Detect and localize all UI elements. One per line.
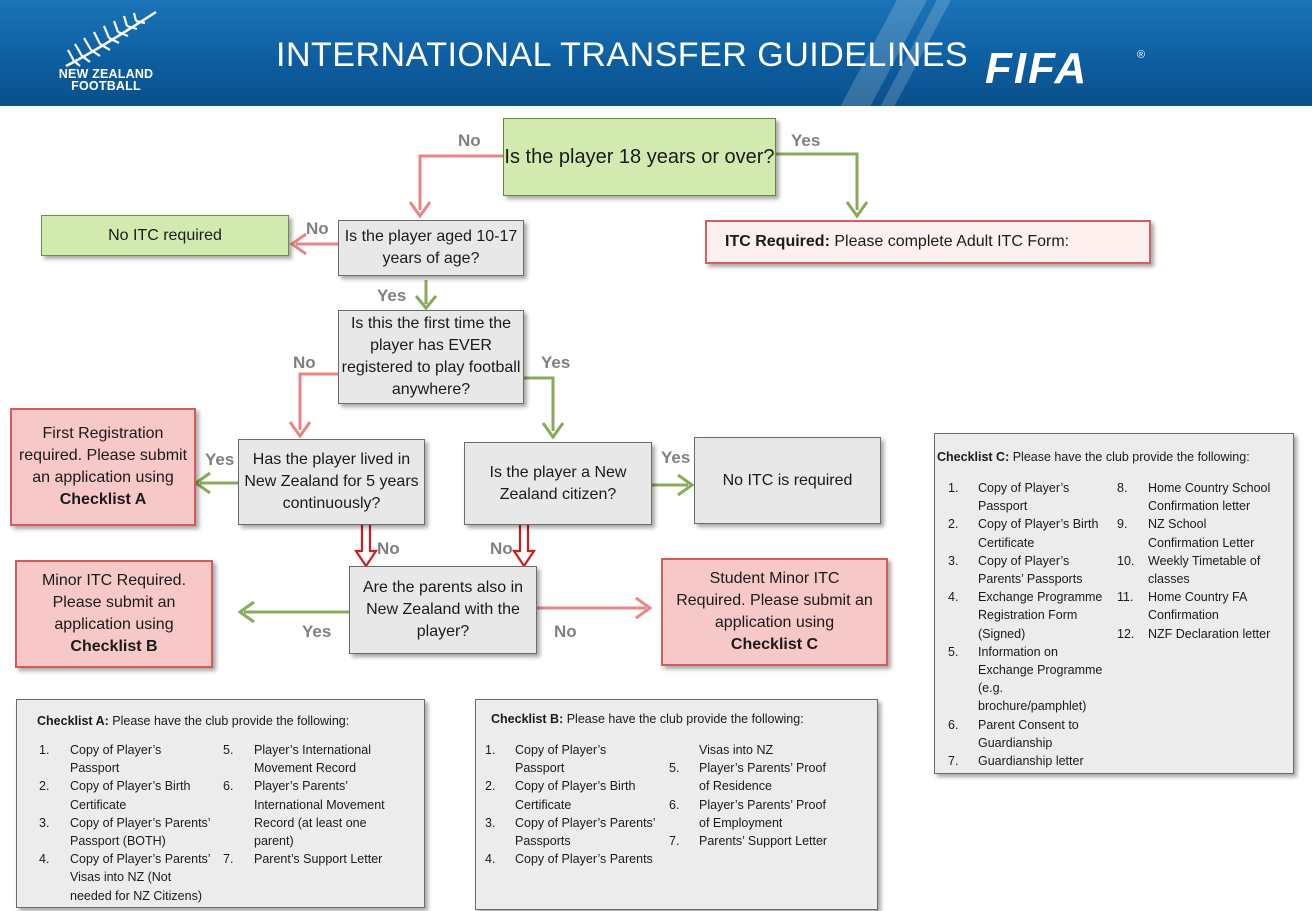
checklist-c-item-text: Guardianship bbox=[978, 735, 1053, 750]
checklist-c-item-text: Home Country School bbox=[1148, 481, 1271, 495]
registered-mark: ® bbox=[1137, 49, 1146, 61]
red-down-arrow bbox=[356, 523, 376, 566]
checklist-a-item-text: Passport bbox=[70, 761, 120, 776]
checklist-c-item-text: Parent Consent to bbox=[978, 717, 1079, 732]
checklist-b-item-text: of Employment bbox=[699, 815, 783, 830]
student-minor-itc-box bbox=[661, 558, 888, 666]
checklist-c-item-text: Weekly Timetable of bbox=[1148, 553, 1261, 568]
checklist-c-item-text: classes bbox=[1148, 571, 1190, 586]
checklist-c-ref: Checklist C bbox=[730, 636, 819, 653]
checklist-a-item-number: 6. bbox=[223, 779, 234, 794]
checklist-a-item-text: parent) bbox=[254, 833, 294, 848]
checklist-c-item-text: Copy of Player’s bbox=[978, 553, 1070, 568]
result-text: First Registration required. Please submit an application using bbox=[18, 425, 188, 486]
checklist-c-title-bold: Checklist C: bbox=[937, 450, 1010, 464]
checklist-c-item-number: 2. bbox=[948, 517, 959, 532]
label-yes: Yes bbox=[791, 131, 821, 150]
checklist-b-item-text: Passports bbox=[515, 833, 571, 848]
arrow-yes bbox=[776, 154, 857, 210]
checklist-c-item-text: NZF Declaration letter bbox=[1148, 626, 1271, 641]
checklist-a-item-text: Certificate bbox=[70, 797, 127, 812]
checklist-a-panel bbox=[16, 699, 425, 908]
arrow-yes bbox=[524, 378, 553, 431]
label-no: No bbox=[458, 131, 481, 150]
checklist-b-item-number: 6. bbox=[669, 797, 680, 812]
checklist-a-item-number: 1. bbox=[39, 743, 50, 757]
checklist-c-item-text: Confirmation letter bbox=[1148, 499, 1251, 514]
label-yes: Yes bbox=[661, 448, 691, 467]
label-yes: Yes bbox=[302, 622, 332, 641]
label-no: No bbox=[377, 539, 400, 558]
label-no: No bbox=[490, 539, 513, 558]
checklist-c-item-text: Parents’ Passports bbox=[978, 571, 1083, 586]
itc-required-box bbox=[705, 220, 1151, 264]
checklist-a-item-text: Parent’s Support Letter bbox=[254, 852, 383, 867]
checklist-c-item-number: 6. bbox=[948, 717, 959, 732]
checklist-c-item-text: (e.g. bbox=[978, 681, 1004, 696]
checklist-c-panel bbox=[934, 433, 1294, 774]
checklist-a-ref: Checklist A bbox=[59, 491, 147, 508]
checklist-a-item-number: 3. bbox=[39, 815, 50, 830]
checklist-c-item-text: Information on bbox=[978, 644, 1058, 659]
question-lived-nz bbox=[238, 439, 425, 525]
checklist-c-item-text: Copy of Player’s bbox=[978, 481, 1070, 495]
question-first-time bbox=[338, 310, 524, 404]
arrow-no bbox=[420, 156, 503, 210]
checklist-a-item-number: 4. bbox=[39, 852, 50, 867]
minor-itc-box bbox=[15, 560, 213, 668]
checklist-c-item-number: 11. bbox=[1117, 590, 1134, 605]
checklist-a-item-text: Copy of Player’s Parents’ bbox=[70, 852, 211, 867]
fifa-logo: FIFA bbox=[985, 44, 1089, 93]
checklist-c-item-text: Registration Form bbox=[978, 608, 1078, 623]
label-no: No bbox=[306, 219, 329, 238]
question-text: Is this the first time the player has EVER registered to play football anywhere? bbox=[341, 315, 521, 398]
checklist-c-title bbox=[937, 450, 1250, 464]
checklist-c-item-text: (Signed) bbox=[978, 626, 1026, 641]
checklist-c-item-text: Home Country FA bbox=[1148, 590, 1248, 605]
question-text: Is the player aged 10-17 years of age? bbox=[344, 228, 518, 267]
checklist-a-item-text: Player’s International bbox=[254, 743, 371, 757]
checklist-c-item-text: Exchange Programme bbox=[978, 662, 1103, 677]
red-down-arrow bbox=[514, 523, 534, 566]
label-yes: Yes bbox=[541, 353, 571, 372]
checklist-a-item-text: needed for NZ Citizens) bbox=[70, 888, 203, 903]
checklist-b-ref: Checklist B bbox=[70, 638, 158, 655]
checklist-a-item-number: 7. bbox=[223, 852, 234, 867]
checklist-c-item-number: 4. bbox=[948, 590, 959, 605]
arrow-no bbox=[300, 374, 338, 430]
checklist-c-item-number: 1. bbox=[948, 481, 959, 495]
checklist-b-item-number: 5. bbox=[669, 761, 680, 776]
itc-required-label: ITC Required: bbox=[725, 233, 830, 250]
checklist-b-item-text: Copy of Player’s Parents bbox=[515, 852, 653, 867]
checklist-b-title-bold: Checklist B: bbox=[491, 712, 564, 726]
checklist-c-item-text: Copy of Player’s Birth bbox=[978, 517, 1099, 532]
checklist-a-item-number: 2. bbox=[39, 779, 50, 794]
question-text: Has the player lived in New Zealand for 5 years continuously? bbox=[244, 451, 419, 512]
checklist-b-item-text: Certificate bbox=[515, 797, 572, 812]
label-yes: Yes bbox=[377, 286, 407, 305]
checklist-b-item-text: Copy of Player’s bbox=[515, 743, 607, 757]
checklist-a-title-text: Please have the club provide the following: bbox=[108, 714, 350, 728]
checklist-c-item-text: Confirmation bbox=[1148, 608, 1219, 623]
checklist-c-item-text: Exchange Programme bbox=[978, 590, 1103, 605]
checklist-a-item-text: Passport (BOTH) bbox=[70, 833, 166, 848]
no-itc-required-text: No ITC required bbox=[108, 226, 222, 244]
checklist-b-item-number: 1. bbox=[485, 743, 496, 757]
label-no: No bbox=[293, 353, 316, 372]
checklist-a-item-number: 5. bbox=[223, 743, 234, 757]
checklist-b-item-text: Player’s Parents’ Proof bbox=[699, 761, 826, 776]
question-nz-citizen bbox=[464, 442, 652, 525]
checklist-b-item-text: Passport bbox=[515, 761, 565, 776]
checklist-a-item-text: Copy of Player’s Parents’ bbox=[70, 815, 211, 830]
question-parents bbox=[349, 566, 537, 654]
checklist-a-title bbox=[37, 714, 349, 728]
checklist-c-item-text: brochure/pamphlet) bbox=[978, 699, 1087, 714]
checklist-b-item-number: 7. bbox=[669, 834, 680, 848]
checklist-c-item-number: 8. bbox=[1117, 481, 1128, 495]
no-itc-is-required-box bbox=[694, 437, 881, 524]
checklist-b-continuation: Visas into NZ bbox=[699, 743, 774, 757]
checklist-c-item-number: 7. bbox=[948, 754, 959, 768]
result-text: Student Minor ITC Required. Please submit an application using bbox=[676, 570, 873, 631]
no-itc-required-box bbox=[41, 215, 289, 256]
checklist-b-item-text: of Residence bbox=[699, 779, 772, 794]
itc-required-text: Please complete Adult ITC Form: bbox=[829, 233, 1070, 250]
question-text: Are the parents also in New Zealand with the player? bbox=[362, 579, 524, 640]
checklist-b-title bbox=[491, 712, 804, 726]
checklist-a-item-text: International Movement bbox=[254, 797, 385, 812]
logo-text: NEW ZEALAND FOOTBALL bbox=[58, 67, 154, 93]
checklist-a-title-bold: Checklist A: bbox=[37, 714, 109, 728]
question-age-10-17 bbox=[338, 220, 524, 276]
checklist-a-item-text: Copy of Player’s Birth bbox=[70, 779, 191, 794]
checklist-b-item-number: 3. bbox=[485, 815, 496, 830]
checklist-c-item-number: 3. bbox=[948, 553, 959, 568]
checklist-b-item-text: Parents’ Support Letter bbox=[699, 834, 828, 848]
checklist-a-item-text: Visas into NZ (Not bbox=[70, 870, 172, 885]
checklist-c-item-text: Certificate bbox=[978, 535, 1035, 550]
question-text: Is the player 18 years or over? bbox=[504, 146, 775, 168]
result-text: Minor ITC Required. Please submit an application using bbox=[41, 572, 187, 633]
checklist-c-item-number: 9. bbox=[1117, 517, 1128, 532]
page-title: INTERNATIONAL TRANSFER GUIDELINES bbox=[276, 36, 969, 74]
checklist-a-item-text: Player’s Parents’ bbox=[254, 779, 349, 794]
checklist-c-item-number: 5. bbox=[948, 644, 959, 659]
checklist-b-title-text: Please have the club provide the following: bbox=[563, 712, 804, 726]
question-text: Is the player a New Zealand citizen? bbox=[489, 463, 627, 503]
first-registration-box bbox=[10, 408, 196, 526]
checklist-c-item-text: Passport bbox=[978, 499, 1028, 514]
question-age-18 bbox=[503, 118, 776, 196]
checklist-a-item-text: Copy of Player’s bbox=[70, 743, 162, 757]
checklist-c-item-text: Confirmation Letter bbox=[1148, 535, 1255, 550]
checklist-b-item-number: 2. bbox=[485, 779, 496, 794]
checklist-b-panel bbox=[475, 699, 878, 910]
label-no: No bbox=[554, 622, 577, 641]
checklist-c-item-text: Guardianship letter bbox=[978, 754, 1084, 768]
checklist-b-item-text: Copy of Player’s Birth bbox=[515, 779, 636, 794]
checklist-b-item-number: 4. bbox=[485, 852, 496, 867]
label-yes: Yes bbox=[205, 450, 235, 469]
checklist-c-title-text: Please have the club provide the following: bbox=[1009, 450, 1250, 464]
checklist-a-item-text: Movement Record bbox=[254, 761, 357, 776]
no-itc-is-required-text: No ITC is required bbox=[722, 471, 853, 489]
checklist-c-item-number: 10. bbox=[1117, 553, 1135, 568]
checklist-b-item-text: Copy of Player’s Parents’ bbox=[515, 815, 656, 830]
checklist-c-item-text: NZ School bbox=[1148, 517, 1207, 532]
checklist-a-item-text: Record (at least one bbox=[254, 815, 367, 830]
checklist-c-item-number: 12. bbox=[1117, 626, 1135, 641]
checklist-b-item-text: Player’s Parents’ Proof bbox=[699, 797, 826, 812]
